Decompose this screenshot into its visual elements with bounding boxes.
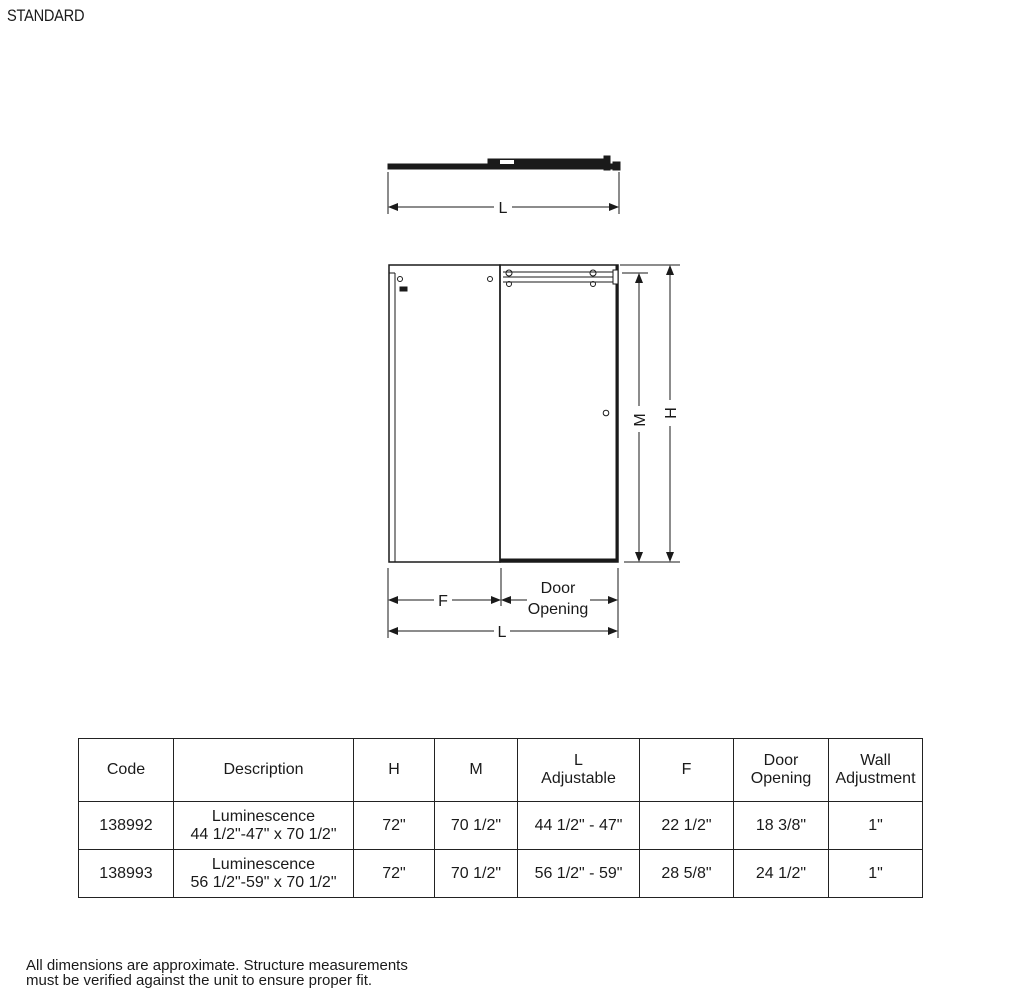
front-view xyxy=(388,265,680,641)
column-header-wall-adjustment: Wall Adjustment xyxy=(829,739,923,802)
table-row xyxy=(79,802,923,850)
specifications-table xyxy=(78,738,923,898)
fixed-panel-label: F xyxy=(438,593,448,610)
height-label: H xyxy=(663,407,680,419)
page-title: STANDARD xyxy=(7,6,85,25)
cell-f: 22 1/2" xyxy=(640,802,734,850)
column-header-m: M xyxy=(435,739,518,802)
front-view-length-label: L xyxy=(497,624,507,641)
cell-l: 44 1/2" - 47" xyxy=(518,802,640,850)
cell-door-opening: 24 1/2" xyxy=(734,850,829,898)
sliding-door xyxy=(500,265,618,562)
table-row xyxy=(79,850,923,898)
column-header-f: F xyxy=(640,739,734,802)
cell-code: 138992 xyxy=(79,802,174,850)
column-header-door-opening: Door Opening xyxy=(734,739,829,802)
fixed-panel xyxy=(389,265,500,562)
cell-description: Luminescence 44 1/2"-47" x 70 1/2" xyxy=(174,802,354,850)
disclaimer-footnote xyxy=(26,958,408,988)
inner-height-label: M xyxy=(632,413,649,427)
cell-f: 28 5/8" xyxy=(640,850,734,898)
column-header-h: H xyxy=(354,739,435,802)
footnote-line2: must be verified against the unit to ensure proper fit. xyxy=(26,972,373,989)
door-opening-label-line1: Door xyxy=(540,580,576,597)
column-header-description: Description xyxy=(174,739,354,802)
door-opening-label-line2: Opening xyxy=(527,601,589,618)
cell-door-opening: 18 3/8" xyxy=(734,802,829,850)
table-header-row xyxy=(79,739,923,802)
cell-wall-adjustment: 1" xyxy=(829,802,923,850)
cell-description: Luminescence 56 1/2"-59" x 70 1/2" xyxy=(174,850,354,898)
cell-h: 72" xyxy=(354,850,435,898)
column-header-l-adjustable: L Adjustable xyxy=(518,739,640,802)
top-view-length-label: L xyxy=(498,200,508,217)
cell-wall-adjustment: 1" xyxy=(829,850,923,898)
column-header-code: Code xyxy=(79,739,174,802)
footnote-line1: All dimensions are approximate. Structure measurements xyxy=(26,957,408,974)
cell-m: 70 1/2" xyxy=(435,850,518,898)
cell-code: 138993 xyxy=(79,850,174,898)
top-view xyxy=(388,156,620,217)
top-view-rail xyxy=(388,156,620,170)
cell-h: 72" xyxy=(354,802,435,850)
cell-m: 70 1/2" xyxy=(435,802,518,850)
cell-l: 56 1/2" - 59" xyxy=(518,850,640,898)
